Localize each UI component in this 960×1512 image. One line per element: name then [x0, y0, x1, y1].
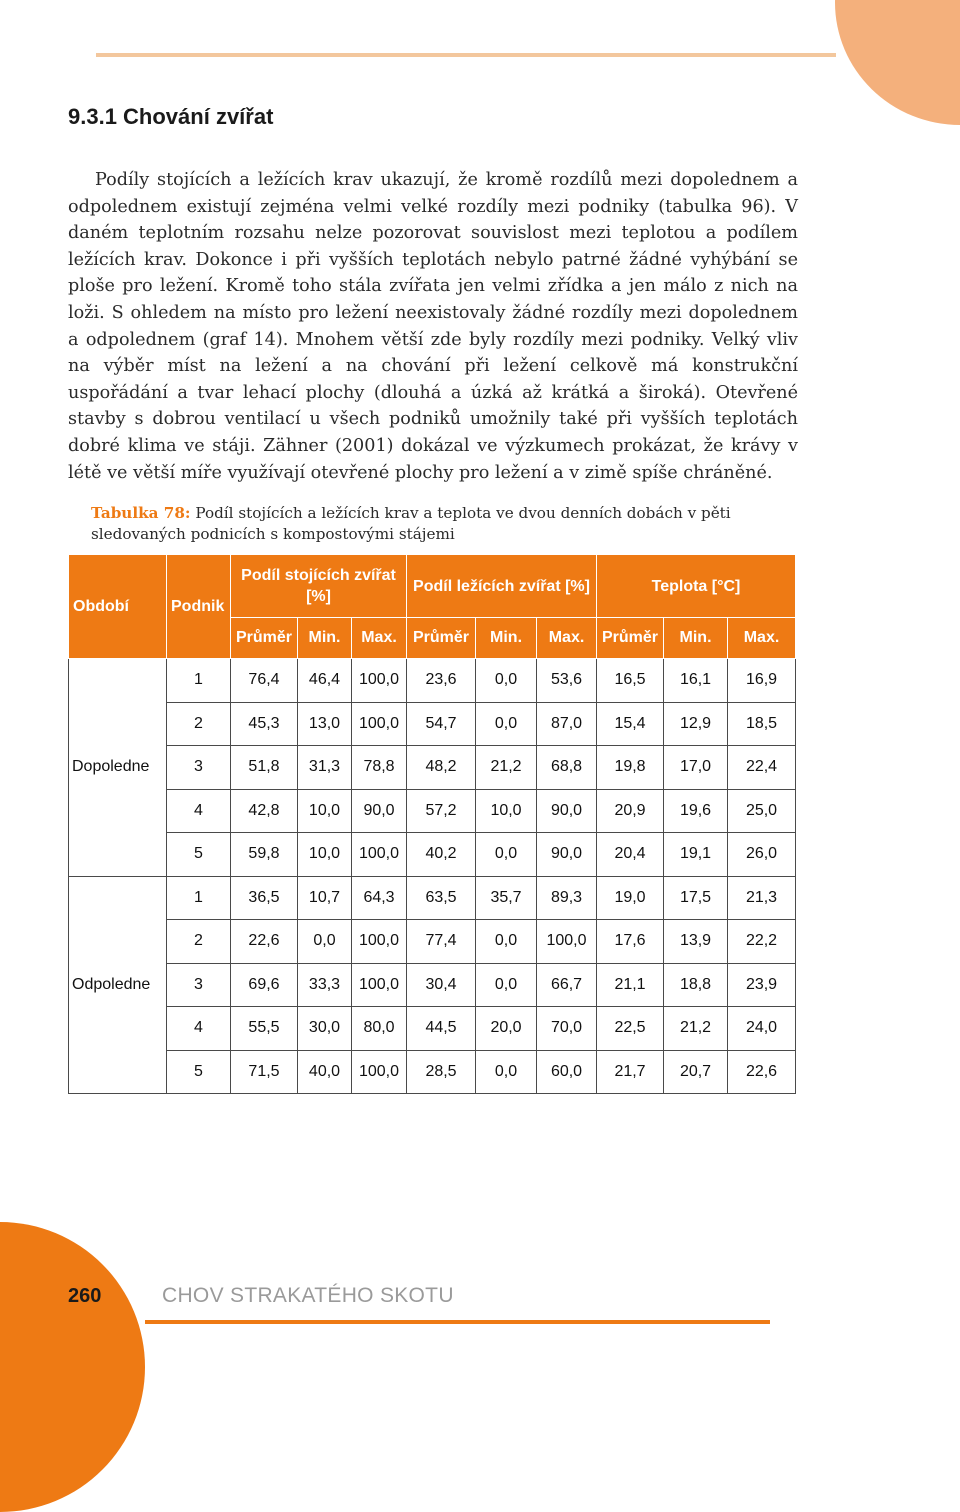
value-cell: 90,0 — [352, 789, 407, 833]
corner-decoration-top — [835, 0, 960, 125]
value-cell: 100,0 — [352, 659, 407, 703]
value-cell: 51,8 — [231, 746, 298, 790]
value-cell: 59,8 — [231, 833, 298, 877]
subheader-cell: Průměr — [231, 618, 298, 659]
table-row — [69, 920, 796, 964]
value-cell: 53,6 — [537, 659, 597, 703]
subheader-cell: Max. — [728, 618, 796, 659]
value-cell: 21,3 — [728, 876, 796, 920]
header-standing: Podíl stojících zvířat [%] — [231, 555, 407, 618]
table-row — [69, 702, 796, 746]
value-cell: 26,0 — [728, 833, 796, 877]
value-cell: 0,0 — [476, 1050, 537, 1094]
value-cell: 23,6 — [407, 659, 476, 703]
value-cell: 10,0 — [476, 789, 537, 833]
subheader-cell: Min. — [298, 618, 352, 659]
value-cell: 16,5 — [597, 659, 664, 703]
value-cell: 10,7 — [298, 876, 352, 920]
subheader-cell: Max. — [352, 618, 407, 659]
value-cell: 69,6 — [231, 963, 298, 1007]
value-cell: 76,4 — [231, 659, 298, 703]
value-cell: 22,2 — [728, 920, 796, 964]
period-cell: Dopoledne — [69, 659, 167, 877]
value-cell: 42,8 — [231, 789, 298, 833]
value-cell: 21,7 — [597, 1050, 664, 1094]
table-caption — [91, 503, 811, 545]
header-temperature: Teplota [°C] — [597, 555, 796, 618]
value-cell: 100,0 — [537, 920, 597, 964]
value-cell: 33,3 — [298, 963, 352, 1007]
value-cell: 20,9 — [597, 789, 664, 833]
value-cell: 55,5 — [231, 1007, 298, 1051]
value-cell: 30,4 — [407, 963, 476, 1007]
page-number: 260 — [68, 1285, 102, 1307]
value-cell: 45,3 — [231, 702, 298, 746]
table-row — [69, 1007, 796, 1051]
value-cell: 15,4 — [597, 702, 664, 746]
value-cell: 78,8 — [352, 746, 407, 790]
table-caption-label: Tabulka 78: — [91, 504, 191, 522]
value-cell: 22,6 — [728, 1050, 796, 1094]
value-cell: 36,5 — [231, 876, 298, 920]
value-cell: 19,0 — [597, 876, 664, 920]
value-cell: 0,0 — [298, 920, 352, 964]
subheader-cell: Max. — [537, 618, 597, 659]
subheader-cell: Průměr — [597, 618, 664, 659]
value-cell: 80,0 — [352, 1007, 407, 1051]
subheader-cell: Průměr — [407, 618, 476, 659]
farm-cell: 4 — [167, 1007, 231, 1051]
value-cell: 20,4 — [597, 833, 664, 877]
value-cell: 10,0 — [298, 789, 352, 833]
value-cell: 35,7 — [476, 876, 537, 920]
value-cell: 22,4 — [728, 746, 796, 790]
value-cell: 21,2 — [664, 1007, 728, 1051]
table-body — [69, 659, 796, 1094]
value-cell: 17,0 — [664, 746, 728, 790]
value-cell: 21,1 — [597, 963, 664, 1007]
farm-cell: 2 — [167, 920, 231, 964]
value-cell: 87,0 — [537, 702, 597, 746]
value-cell: 100,0 — [352, 1050, 407, 1094]
value-cell: 0,0 — [476, 833, 537, 877]
value-cell: 24,0 — [728, 1007, 796, 1051]
value-cell: 10,0 — [298, 833, 352, 877]
value-cell: 17,5 — [664, 876, 728, 920]
footer-title: CHOV STRAKATÉHO SKOTU — [162, 1284, 454, 1307]
farm-cell: 1 — [167, 876, 231, 920]
data-table — [68, 554, 796, 1094]
value-cell: 18,5 — [728, 702, 796, 746]
value-cell: 19,1 — [664, 833, 728, 877]
value-cell: 71,5 — [231, 1050, 298, 1094]
value-cell: 30,0 — [298, 1007, 352, 1051]
value-cell: 44,5 — [407, 1007, 476, 1051]
value-cell: 90,0 — [537, 789, 597, 833]
value-cell: 66,7 — [537, 963, 597, 1007]
value-cell: 22,5 — [597, 1007, 664, 1051]
value-cell: 28,5 — [407, 1050, 476, 1094]
table-row — [69, 659, 796, 703]
farm-cell: 5 — [167, 1050, 231, 1094]
value-cell: 21,2 — [476, 746, 537, 790]
table-row — [69, 746, 796, 790]
value-cell: 13,9 — [664, 920, 728, 964]
top-rule — [96, 53, 836, 57]
value-cell: 13,0 — [298, 702, 352, 746]
value-cell: 19,8 — [597, 746, 664, 790]
value-cell: 0,0 — [476, 920, 537, 964]
subheader-cell: Min. — [664, 618, 728, 659]
table-row — [69, 963, 796, 1007]
value-cell: 12,9 — [664, 702, 728, 746]
farm-cell: 4 — [167, 789, 231, 833]
value-cell: 100,0 — [352, 920, 407, 964]
value-cell: 16,9 — [728, 659, 796, 703]
value-cell: 25,0 — [728, 789, 796, 833]
value-cell: 0,0 — [476, 659, 537, 703]
value-cell: 100,0 — [352, 833, 407, 877]
farm-cell: 3 — [167, 746, 231, 790]
value-cell: 20,7 — [664, 1050, 728, 1094]
value-cell: 89,3 — [537, 876, 597, 920]
corner-decoration-bottom — [0, 1222, 145, 1512]
farm-cell: 2 — [167, 702, 231, 746]
value-cell: 40,2 — [407, 833, 476, 877]
table-caption-text: Podíl stojících a ležících krav a teplota ve dvou denních dobách v pěti sledovaných podnicích s kompostovými stájemi — [91, 504, 731, 543]
value-cell: 100,0 — [352, 702, 407, 746]
table-header-row — [69, 555, 796, 618]
value-cell: 23,9 — [728, 963, 796, 1007]
value-cell: 77,4 — [407, 920, 476, 964]
farm-cell: 3 — [167, 963, 231, 1007]
table-row — [69, 876, 796, 920]
value-cell: 31,3 — [298, 746, 352, 790]
value-cell: 40,0 — [298, 1050, 352, 1094]
value-cell: 63,5 — [407, 876, 476, 920]
value-cell: 16,1 — [664, 659, 728, 703]
header-lying: Podíl ležících zvířat [%] — [407, 555, 597, 618]
table-row — [69, 833, 796, 877]
value-cell: 22,6 — [231, 920, 298, 964]
value-cell: 17,6 — [597, 920, 664, 964]
table-row — [69, 1050, 796, 1094]
value-cell: 46,4 — [298, 659, 352, 703]
value-cell: 70,0 — [537, 1007, 597, 1051]
table-row — [69, 789, 796, 833]
value-cell: 0,0 — [476, 702, 537, 746]
header-period: Období — [69, 555, 167, 659]
value-cell: 57,2 — [407, 789, 476, 833]
value-cell: 20,0 — [476, 1007, 537, 1051]
value-cell: 0,0 — [476, 963, 537, 1007]
farm-cell: 5 — [167, 833, 231, 877]
body-paragraph: Podíly stojících a ležících krav ukazují, že kromě rozdílů mezi dopolednem a odpolednem existují zejména velmi velké rozdíly mezi podniky (tabulka 96). V daném teplotním rozsahu nelze pozorovat souvislost mezi teplotou a podílem ležících krav. Dokonce i při vyšších teplotách nebylo patrné žádné vyhýbání se ploše pro ležení. Kromě toho stála zvířata jen velmi zřídka a jen málo z nich na loži. S ohledem na místo pro ležení neexistovaly žádné rozdíly mezi dopolednem a odpolednem (graf 14). Mnohem větší zde byly rozdíly mezi podniky. Velký vliv na výběr míst na ležení a na chování při ležení celkově má konstrukční uspořádání a tvar lehací plochy (dlouhá a úzká až krátká a široká). Otevřené stavby s dobrou ventilací u všech podniků umožnily také při vyšších teplotách dobré klima ve stáji. Zähner (2001) dokázal ve výzkumech prokázat, že krávy v létě ve větší míře využívají otevřené plochy pro ležení a v zimě spíše chráněné. — [68, 170, 798, 483]
value-cell: 100,0 — [352, 963, 407, 1007]
value-cell: 90,0 — [537, 833, 597, 877]
value-cell: 48,2 — [407, 746, 476, 790]
period-cell: Odpoledne — [69, 876, 167, 1094]
header-farm: Podnik — [167, 555, 231, 659]
farm-cell: 1 — [167, 659, 231, 703]
bottom-rule — [145, 1320, 770, 1324]
subheader-cell: Min. — [476, 618, 537, 659]
value-cell: 54,7 — [407, 702, 476, 746]
value-cell: 68,8 — [537, 746, 597, 790]
value-cell: 64,3 — [352, 876, 407, 920]
value-cell: 60,0 — [537, 1050, 597, 1094]
value-cell: 18,8 — [664, 963, 728, 1007]
section-heading: 9.3.1 Chování zvířat — [68, 104, 274, 129]
value-cell: 19,6 — [664, 789, 728, 833]
